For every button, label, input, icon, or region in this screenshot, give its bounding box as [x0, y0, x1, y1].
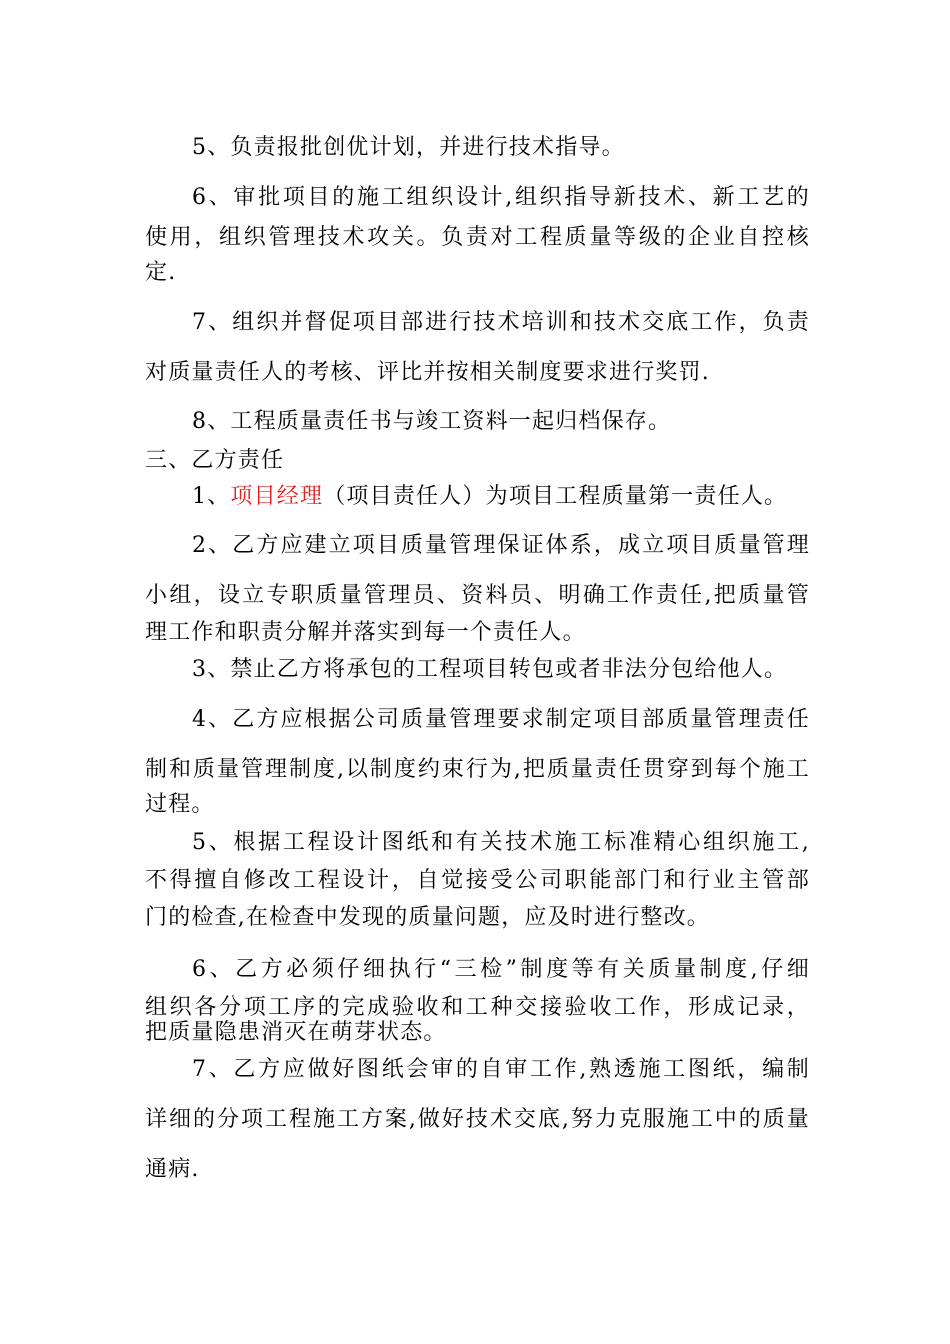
b-item-3-line: 3、禁止乙方将承包的工程项目转包或者非法分包给他人。: [192, 657, 788, 682]
b-item-5-line-3: 门的检查,在检查中发现的质量问题，应及时进行整改。: [145, 905, 710, 930]
b-item-1-line: [192, 482, 810, 512]
b-item-4-line-1: 4、乙方应根据公司质量管理要求制定项目部质量管理责任: [192, 707, 810, 732]
b-item-1-prefix: 1、: [192, 484, 231, 509]
item-7-line-1: 7、组织并督促项目部进行技术培训和技术交底工作，负责: [192, 310, 810, 335]
project-manager-highlight: 项目经理: [230, 484, 324, 509]
b-item-7-line-2: 详细的分项工程施工方案,做好技术交底,努力克服施工中的质量: [145, 1107, 810, 1132]
b-item-7-line-3: 通病.: [145, 1157, 200, 1182]
section-heading: 三、乙方责任: [145, 448, 285, 473]
item-8-line: 8、工程质量责任书与竣工资料一起归档保存。: [192, 409, 672, 434]
item-6-line-2: 使用，组织管理技术攻关。负责对工程质量等级的企业自控核: [145, 225, 810, 250]
b-item-2-line-2: 小组，设立专职质量管理员、资料员、明确工作责任,把质量管: [145, 583, 810, 608]
item-7-line-2: 对质量责任人的考核、评比并按相关制度要求进行奖罚.: [145, 360, 710, 385]
item-6-line-3: 定.: [145, 260, 177, 285]
b-item-4-line-2: 制和质量管理制度,以制度约束行为,把质量责任贯穿到每个施工: [145, 757, 810, 782]
b-item-4-line-3: 过程。: [145, 792, 215, 817]
b-item-2-line-3: 理工作和职责分解并落实到每一个责任人。: [145, 620, 586, 645]
b-item-6-line-1: 6、乙方必须仔细执行“三检”制度等有关质量制度,仔细: [192, 957, 810, 982]
b-item-6-line-2: 组织各分项工序的完成验收和工种交接验收工作，形成记录，: [145, 995, 810, 1020]
item-6-line-1: 6、审批项目的施工组织设计,组织指导新技术、新工艺的: [192, 185, 810, 210]
item-5-line: 5、负责报批创优计划，并进行技术指导。: [192, 135, 625, 160]
b-item-5-line-1: 5、根据工程设计图纸和有关技术施工标准精心组织施工,: [192, 830, 810, 855]
b-item-5-line-2: 不得擅自修改工程设计，自觉接受公司职能部门和行业主管部: [145, 868, 810, 893]
b-item-7-line-1: 7、乙方应做好图纸会审的自审工作,熟透施工图纸，编制: [192, 1057, 810, 1082]
b-item-1-rest: （项目责任人）为项目工程质量第一责任人。: [323, 484, 788, 509]
b-item-6-line-3: 把质量隐患消灭在萌芽状态。: [145, 1020, 447, 1045]
b-item-2-line-1: 2、乙方应建立项目质量管理保证体系，成立项目质量管理: [192, 533, 810, 558]
